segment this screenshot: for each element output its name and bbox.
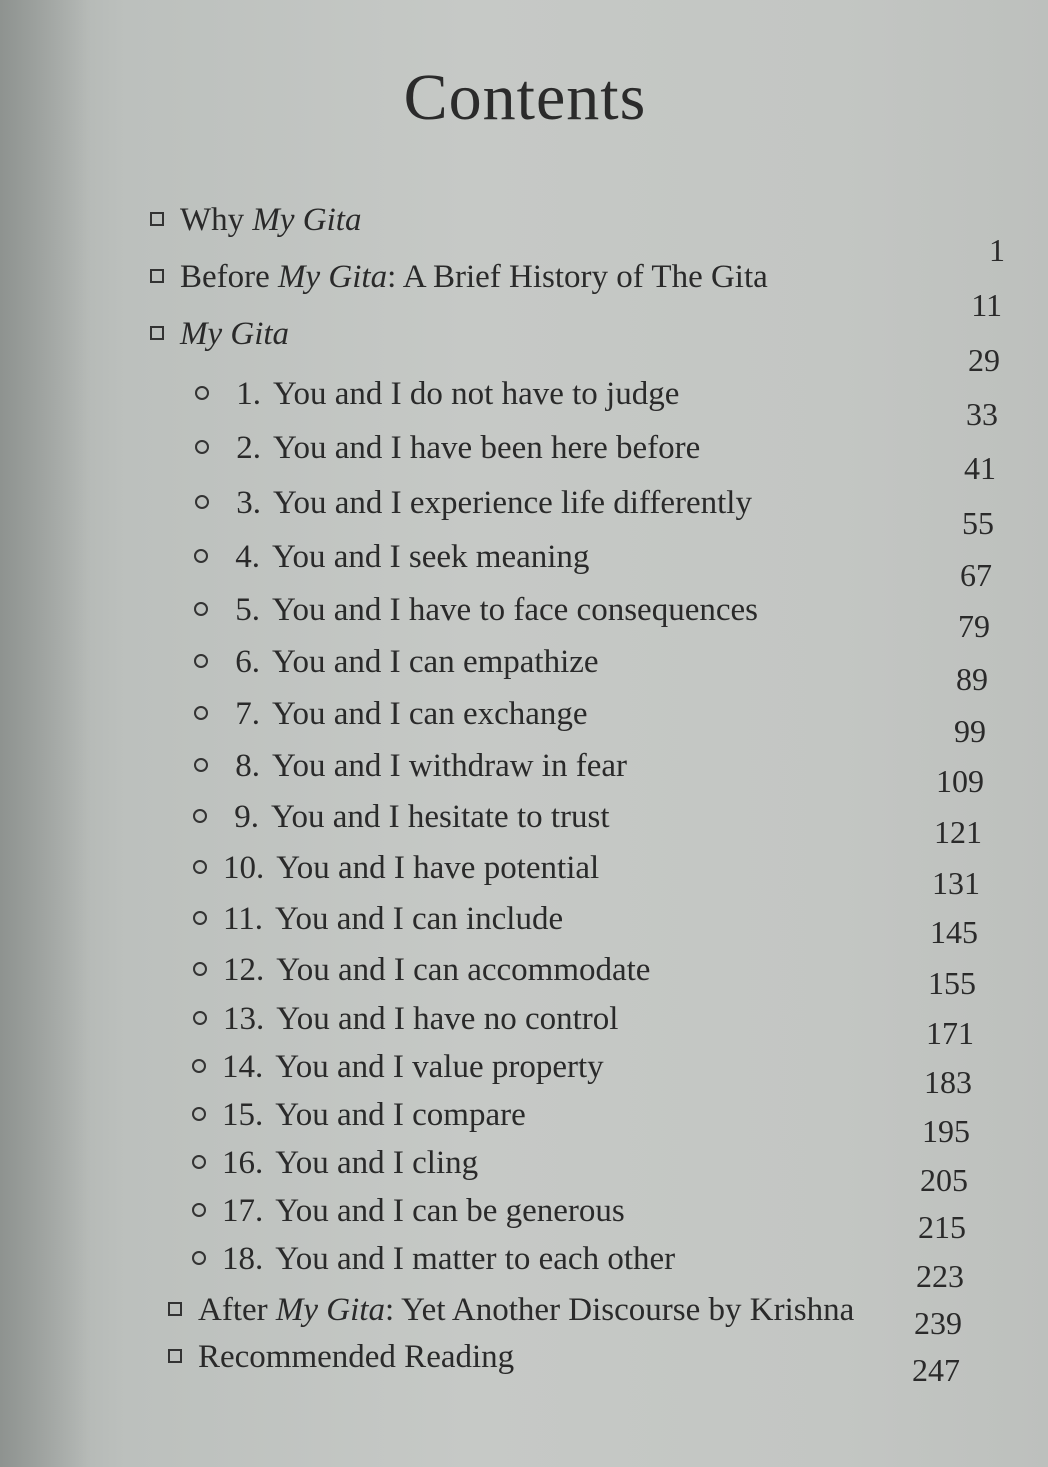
chapter-number: 4. <box>235 539 260 575</box>
chapter-title: You and I can be generous <box>275 1193 625 1229</box>
circle-bullet-icon <box>193 809 207 823</box>
page-number: 89 <box>956 661 988 697</box>
circle-bullet-icon <box>192 1251 206 1265</box>
circle-bullet-icon <box>194 706 208 720</box>
toc-chapter-entry <box>194 642 599 682</box>
chapter-title: You and I can include <box>275 901 564 937</box>
chapter-title: You and I do not have to judge <box>273 376 680 412</box>
page-number: 183 <box>924 1064 972 1100</box>
toc-section-entry <box>168 1337 514 1377</box>
toc-chapter-entry <box>193 848 599 888</box>
circle-bullet-icon <box>192 1203 206 1217</box>
toc-chapter-entry <box>195 374 679 414</box>
circle-bullet-icon <box>193 911 207 925</box>
page-number: 99 <box>954 713 986 749</box>
chapter-title: You and I seek meaning <box>272 539 590 575</box>
entry-text: : Yet Another Discourse by Krishna <box>384 1292 855 1328</box>
toc-chapter-entry <box>192 1143 478 1183</box>
toc-section-entry <box>168 1290 854 1330</box>
page-number: 41 <box>964 450 996 486</box>
page-number: 33 <box>966 396 998 432</box>
page-number: 79 <box>958 608 990 644</box>
entry-text: Why <box>180 202 253 238</box>
toc-chapter-entry <box>194 590 758 630</box>
entry-italic-title: My Gita <box>275 1292 385 1328</box>
toc-chapter-entry <box>192 1047 604 1087</box>
page-number: 145 <box>930 914 978 950</box>
page-number: 55 <box>962 505 994 541</box>
chapter-number: 8. <box>235 748 260 784</box>
chapter-title: You and I have no control <box>276 1001 619 1037</box>
circle-bullet-icon <box>192 1155 206 1169</box>
entry-text: : A Brief History of The Gita <box>387 259 768 295</box>
chapter-title: You and I can accommodate <box>276 952 651 988</box>
page-number: 11 <box>971 287 1002 323</box>
entry-text: Recommended Reading <box>198 1339 515 1375</box>
chapter-title: You and I experience life differently <box>273 485 752 521</box>
toc-chapter-entry <box>192 1191 625 1231</box>
toc-chapter-entry <box>194 694 588 734</box>
page-number: 215 <box>918 1209 966 1245</box>
chapter-number: 15. <box>222 1097 264 1133</box>
page-number: 155 <box>928 965 976 1001</box>
toc-chapter-entry <box>195 483 752 523</box>
circle-bullet-icon <box>192 1059 206 1073</box>
entry-text: Before <box>180 259 279 295</box>
circle-bullet-icon <box>194 549 208 563</box>
chapter-title: You and I value property <box>275 1049 604 1085</box>
toc-chapter-entry <box>194 746 627 786</box>
chapter-number: 5. <box>235 592 260 628</box>
circle-bullet-icon <box>194 654 208 668</box>
square-bullet-icon <box>168 1349 182 1363</box>
toc-chapter-entry <box>193 797 610 837</box>
page-number: 195 <box>922 1113 970 1149</box>
toc-chapter-entry <box>192 1239 675 1279</box>
circle-bullet-icon <box>195 440 209 454</box>
page-title: Contents <box>403 61 647 134</box>
toc-section-entry <box>150 257 768 297</box>
circle-bullet-icon <box>193 1011 207 1025</box>
circle-bullet-icon <box>194 602 208 616</box>
chapter-number: 10. <box>223 850 265 886</box>
chapter-title: You and I matter to each other <box>275 1241 676 1277</box>
page-number: 109 <box>936 763 984 799</box>
square-bullet-icon <box>150 326 164 340</box>
entry-italic-title: My Gita <box>278 259 388 295</box>
chapter-title: You and I can exchange <box>272 696 588 732</box>
page-number: 223 <box>916 1258 964 1294</box>
chapter-number: 14. <box>222 1049 264 1085</box>
chapter-number: 7. <box>235 696 260 732</box>
circle-bullet-icon <box>193 860 207 874</box>
chapter-number: 18. <box>222 1241 264 1277</box>
chapter-number: 13. <box>223 1001 265 1037</box>
entry-text: After <box>198 1292 276 1328</box>
chapter-number: 3. <box>236 485 261 521</box>
entry-italic-title: My Gita <box>180 316 290 352</box>
chapter-title: You and I cling <box>275 1145 479 1181</box>
square-bullet-icon <box>150 212 164 226</box>
chapter-number: 1. <box>236 376 261 412</box>
circle-bullet-icon <box>195 495 209 509</box>
chapter-number: 9. <box>234 799 259 835</box>
page-number: 205 <box>920 1162 968 1198</box>
circle-bullet-icon <box>193 962 207 976</box>
circle-bullet-icon <box>194 758 208 772</box>
chapter-number: 17. <box>222 1193 264 1229</box>
chapter-title: You and I have been here before <box>273 430 701 466</box>
toc-chapter-entry <box>193 950 650 990</box>
toc-chapter-entry <box>193 999 618 1039</box>
page-number: 247 <box>912 1352 960 1388</box>
toc-chapter-entry <box>194 537 589 577</box>
chapter-number: 12. <box>223 952 265 988</box>
chapter-title: You and I have to face consequences <box>272 592 758 628</box>
page-number: 131 <box>932 865 980 901</box>
chapter-number: 2. <box>236 430 261 466</box>
page-number: 29 <box>968 342 1000 378</box>
square-bullet-icon <box>150 269 164 283</box>
toc-section-entry <box>150 314 289 354</box>
circle-bullet-icon <box>192 1107 206 1121</box>
page-number: 239 <box>914 1305 962 1341</box>
toc-chapter-entry <box>195 428 700 468</box>
page-number: 171 <box>926 1015 974 1051</box>
chapter-title: You and I withdraw in fear <box>272 748 627 784</box>
toc-chapter-entry <box>193 899 563 939</box>
square-bullet-icon <box>168 1302 182 1316</box>
chapter-number: 16. <box>222 1145 264 1181</box>
chapter-number: 11. <box>223 901 264 937</box>
chapter-title: You and I hesitate to trust <box>271 799 610 835</box>
chapter-number: 6. <box>235 644 260 680</box>
page-number: 1 <box>989 232 1005 268</box>
page-number: 121 <box>934 814 982 850</box>
page-number: 67 <box>960 557 992 593</box>
chapter-title: You and I can empathize <box>272 644 599 680</box>
toc-chapter-entry <box>192 1095 526 1135</box>
chapter-title: You and I compare <box>275 1097 526 1133</box>
toc-section-entry <box>150 200 361 240</box>
entry-italic-title: My Gita <box>252 202 362 238</box>
circle-bullet-icon <box>195 386 209 400</box>
chapter-title: You and I have potential <box>276 850 600 886</box>
